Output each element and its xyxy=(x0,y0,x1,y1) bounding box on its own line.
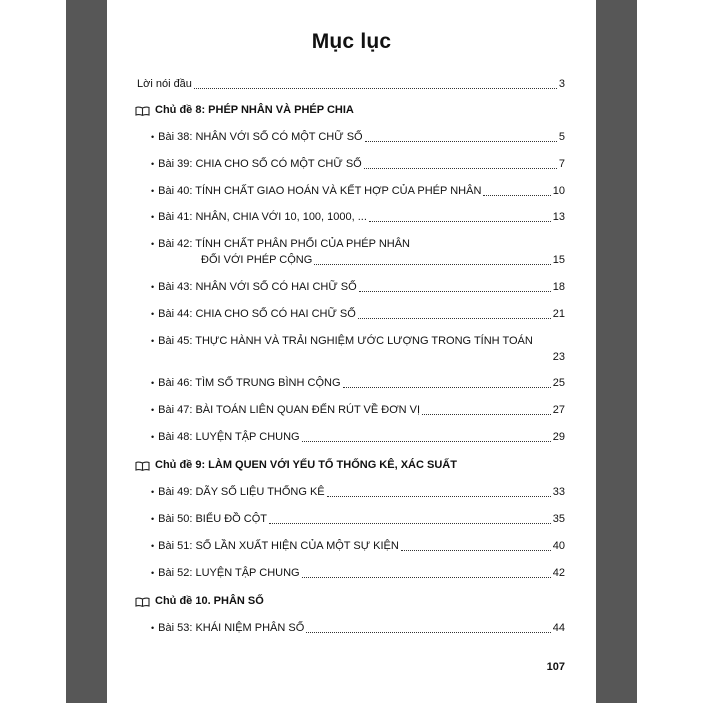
toc-lesson-row xyxy=(151,567,565,580)
toc-lesson-row xyxy=(151,185,565,198)
toc-lesson-row xyxy=(151,622,565,635)
toc-lesson-row xyxy=(151,540,565,553)
leader-dots xyxy=(422,413,551,415)
lesson-page: 29 xyxy=(552,431,565,443)
toc-lesson-row xyxy=(151,281,565,294)
toc-intro-page: 3 xyxy=(558,78,565,90)
leader-dots xyxy=(203,361,551,362)
lesson-page: 15 xyxy=(552,254,565,266)
book-icon xyxy=(135,597,150,607)
leader-dots xyxy=(343,386,551,388)
bullet: • xyxy=(151,487,155,497)
lesson-page: 44 xyxy=(552,622,565,634)
toc-lesson-row xyxy=(151,158,565,171)
lesson-label: Bài 38: NHÂN VỚI SỐ CÓ MỘT CHỮ SỐ xyxy=(158,131,363,143)
bullet: • xyxy=(151,623,155,633)
toc-lesson-row xyxy=(151,211,565,224)
bullet: • xyxy=(151,568,155,578)
topic-heading xyxy=(135,595,565,608)
bullet: • xyxy=(151,159,155,169)
toc-lesson-row xyxy=(151,431,565,444)
toc-lesson-row xyxy=(151,404,565,417)
lesson-label: Bài 52: LUYỆN TẬP CHUNG xyxy=(158,567,300,579)
bullet: • xyxy=(151,541,155,551)
leader-dots xyxy=(327,495,551,497)
toc-lesson-row xyxy=(151,308,565,321)
toc-lesson-row xyxy=(151,377,565,390)
lesson-label: Bài 49: DÃY SỐ LIỆU THỐNG KÊ xyxy=(158,486,325,498)
topic-label: Chủ đề 9: LÀM QUEN VỚI YẾU TỐ THỐNG KÊ, XÁC SUẤT xyxy=(155,459,457,471)
toc-lesson-row xyxy=(151,513,565,526)
leader-dots xyxy=(302,576,551,578)
toc-lesson-row-continuation xyxy=(201,351,565,364)
leader-dots xyxy=(314,263,550,265)
leader-dots xyxy=(364,167,557,169)
bullet: • xyxy=(151,132,155,142)
toc-lesson-row xyxy=(151,238,565,251)
toc-page xyxy=(107,0,596,703)
lesson-page: 21 xyxy=(552,308,565,320)
leader-dots xyxy=(306,631,550,633)
lesson-label: Bài 47: BÀI TOÁN LIÊN QUAN ĐẾN RÚT VỀ ĐƠN VỊ xyxy=(158,404,421,416)
bullet: • xyxy=(151,336,155,346)
lesson-label: Bài 48: LUYỆN TẬP CHUNG xyxy=(158,431,300,443)
topic-heading xyxy=(135,459,565,472)
topic-heading xyxy=(135,104,565,117)
page-number: 107 xyxy=(546,661,565,673)
bullet: • xyxy=(151,405,155,415)
lesson-label: Bài 53: KHÁI NIỆM PHÂN SỐ xyxy=(158,622,305,634)
leader-dots xyxy=(483,194,550,196)
toc-intro-label: Lời nói đầu xyxy=(137,78,192,90)
topic-label: Chủ đề 10. PHÂN SỐ xyxy=(155,595,264,607)
lesson-label: Bài 41: NHÂN, CHIA VỚI 10, 100, 1000, ... xyxy=(158,211,367,223)
leader-dots xyxy=(401,549,551,551)
lesson-page: 33 xyxy=(552,486,565,498)
toc-lesson-row xyxy=(151,131,565,144)
lesson-page: 42 xyxy=(552,567,565,579)
bullet: • xyxy=(151,282,155,292)
left-dark-band xyxy=(66,0,107,703)
bullet: • xyxy=(151,432,155,442)
bullet: • xyxy=(151,212,155,222)
leader-dots xyxy=(302,440,551,442)
bullet: • xyxy=(151,514,155,524)
leader-dots xyxy=(269,522,551,524)
lesson-page: 25 xyxy=(552,377,565,389)
bullet: • xyxy=(151,378,155,388)
lesson-page: 27 xyxy=(552,404,565,416)
leader-dots xyxy=(194,87,557,89)
lesson-page: 23 xyxy=(552,351,565,363)
lesson-page: 13 xyxy=(552,211,565,223)
toc-lesson-row xyxy=(151,335,565,348)
book-icon xyxy=(135,461,150,471)
lesson-label: Bài 40: TÍNH CHẤT GIAO HOÁN VÀ KẾT HỢP CỦA PHÉP NHÂN xyxy=(158,185,482,197)
toc-lesson-row xyxy=(151,486,565,499)
lesson-page: 10 xyxy=(552,185,565,197)
lesson-label: Bài 46: TÌM SỐ TRUNG BÌNH CỘNG xyxy=(158,377,341,389)
right-dark-band xyxy=(596,0,637,703)
topic-label: Chủ đề 8: PHÉP NHÂN VÀ PHÉP CHIA xyxy=(155,104,354,116)
book-icon xyxy=(135,106,150,116)
lesson-label: Bài 42: TÍNH CHẤT PHÂN PHỐI CỦA PHÉP NHÂN xyxy=(158,238,411,250)
lesson-label: Bài 43: NHÂN VỚI SỐ CÓ HAI CHỮ SỐ xyxy=(158,281,357,293)
lesson-page: 5 xyxy=(558,131,565,143)
lesson-label: Bài 51: SỐ LẦN XUẤT HIỆN CỦA MỘT SỰ KIỆN xyxy=(158,540,399,552)
page-title: Mục lục xyxy=(311,30,392,53)
leader-dots xyxy=(369,220,551,222)
lesson-page: 40 xyxy=(552,540,565,552)
lesson-label: Bài 39: CHIA CHO SỐ CÓ MỘT CHỮ SỐ xyxy=(158,158,362,170)
toc-lesson-row-continuation xyxy=(201,254,565,267)
lesson-label-continuation: ĐỐI VỚI PHÉP CỘNG xyxy=(201,254,313,266)
leader-dots xyxy=(359,290,551,292)
bullet: • xyxy=(151,309,155,319)
lesson-label: Bài 44: CHIA CHO SỐ CÓ HAI CHỮ SỐ xyxy=(158,308,356,320)
leader-dots xyxy=(365,140,557,142)
lesson-page: 35 xyxy=(552,513,565,525)
leader-dots xyxy=(358,317,551,319)
bullet: • xyxy=(151,239,155,249)
lesson-label: Bài 50: BIỂU ĐỒ CỘT xyxy=(158,513,267,525)
bullet: • xyxy=(151,186,155,196)
toc-intro-row xyxy=(137,78,565,91)
lesson-page: 7 xyxy=(558,158,565,170)
lesson-label: Bài 45: THỰC HÀNH VÀ TRẢI NGHIỆM ƯỚC LƯỢNG TRONG TÍNH TOÁN xyxy=(158,335,533,347)
lesson-page: 18 xyxy=(552,281,565,293)
